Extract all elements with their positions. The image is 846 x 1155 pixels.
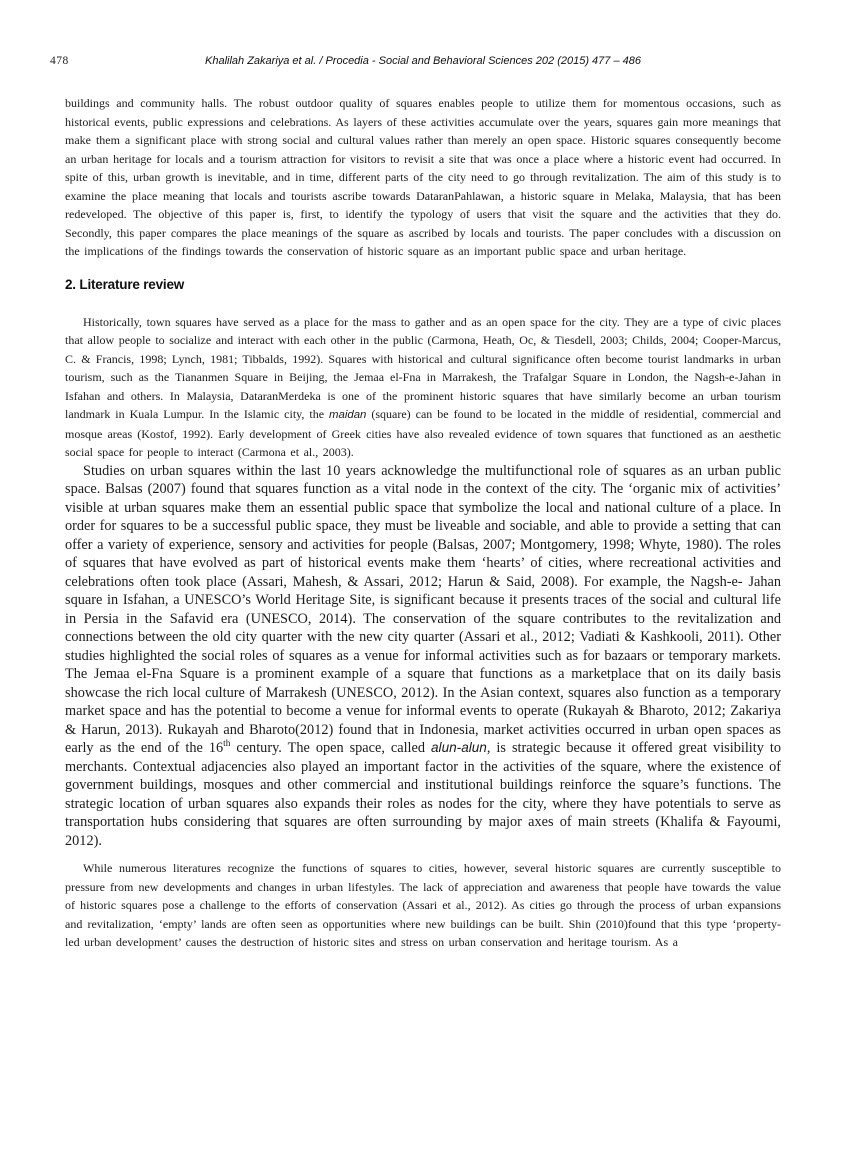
- paragraph-threats: While numerous literatures recognize the functions of squares to cities, however, several historic squares are currently susceptible to pressure from new developments and changes in urban lifestyles. The lack of appreciation and awareness that people have towards the value of historic squares pose a challenge to the efforts of conservation (Assari et al., 2012). As cities go through the process of urban expansions and revitalization, ‘empty’ lands are often seen as opportunities where new buildings can be built. Shin (2010)found that this type ‘property-led urban development’ causes the destruction of historic sites and stress on urban conservation and heritage tourism. As a: [65, 861, 781, 949]
- running-header: [50, 55, 796, 71]
- italic-term-alun-alun: alun-alun: [431, 740, 487, 755]
- paragraph-history-text-a: Historically, town squares have served as a place for the mass to gather and as an open space for the city. They are a type of civic places that allow people to socialize and interact with each other in the public (Carmona, Heath, Oc, & Tiesdell, 2003; Childs, 2004; Cooper-Marcus, C. & Francis, 1998; Lynch, 1981; Tibbalds, 1992). Squares with historical and cultural significance often become tourist landmarks in urban tourism, such as the Tiananmen Square in Beijing, the Jemaa el-Fna in Marrakesh, the Trafalgar Square in London, the Nagsh-e-Jahan in Isfahan and others. In Malaysia, DataranMerdeka is one of the prominent historic squares that have similarly become an urban tourism landmark in Kuala Lumpur. In the Islamic city, the: [65, 314, 781, 421]
- paragraph-roles-text-a: Studies on urban squares within the last 10 years acknowledge the multifunctional role of squares as an urban public space. Balsas (2007) found that squares function as a vital node in the context of the city. The ‘organic mix of activities’ visible at urban squares make them an essential public space that symbolize the local and national culture of a place. In order for squares to be a successful public space, they must be liveable and sociable, and able to provide a setting that can offer a variety of experience, sensory and activities for people (Balsas, 2007; Montgomery, 1998; Whyte, 1980). The roles of squares that have evolved as part of historical events make them ‘hearts’ of cities, where recreational activities and celebrations often took place (Assari, Mahesh, & Assari, 2012; Harun & Said, 2008). For example, the Nagsh-e- Jahan square in Isfahan, a UNESCO’s World Heritage Site, is significant because it presents traces of the social and cultural life in Persia in the Safavid era (UNESCO, 2014). The conservation of the square contributes to the revitalization and connections between the old city quarter with the new city quarter (Assari et al., 2012; Vadiati & Kashkooli, 2011). Other studies highlighted the social roles of squares as a venue for informal activities such as for bazaars or temporary markets. The Jemaa el-Fna Square is a prominent example of a square that functions as a marketplace that on its daily basis showcase the rich local culture of Marrakesh (UNESCO, 2012). In the Asian context, squares also function as a temporary market space and has the potential to become a venue for informal events to operate (Rukayah & Bharoto, 2012; Zakariya & Harun, 2013). Rukayah and Bharoto(2012) found that in Indonesia, market activities occurred in urban open spaces as early as the end of the 16: [65, 462, 781, 756]
- page-number: 478: [50, 55, 69, 67]
- page-body: [65, 94, 781, 952]
- paragraph-history-text-b: (square) can be found to be located in the middle of residential, commercial and mosque areas (Kostof, 1992). Early development of Greek cities have also revealed evidence of town squares that functioned as an aesthetic social space for people to interact (Carmona et al., 2003).: [65, 407, 782, 459]
- italic-term-maidan: maidan: [329, 409, 367, 421]
- paragraph-roles-text-c: , is strategic because it offered great visibility to merchants. Contextual adjacencies also played an important factor in the activities of the square, where the existence of government buildings, mosques and other commercial and institutional buildings reinforce the square’s functions. The strategic location of urban squares also expands their roles as nodes for the city, where they have potentials to serve as transportation hubs considering that squares are often surrounding by major axes of main streets (Khalifa & Fayoumi, 2012).: [65, 740, 781, 849]
- paragraph-intro: buildings and community halls. The robust outdoor quality of squares enables people to utilize them for momentous occasions, such as historical events, public expressions and celebrations. As layers of these activities accumulate over the years, squares gain more meanings that make them a significant place with strong social and cultural values rather than merely an open space. Historic squares consequently become an urban heritage for locals and a tourism attraction for visitors to revisit a site that was once a place where a historic event had occurred. In spite of this, urban growth is inevitable, and in time, different parts of the city need to go through revitalization. The aim of this study is to examine the place meaning that locals and tourists ascribe towards DataranPahlawan, a historic square in Melaka, Malaysia, that has been redeveloped. The objective of this paper is, first, to identify the typology of users that visit the square and the activities that they do. Secondly, this paper compares the place meanings of the square as ascribed by locals and tourists. The paper concludes with a discussion on the implications of the findings towards the conservation of historic square as an important public space and urban heritage.: [65, 96, 781, 258]
- paragraph-roles-text-b: century. The open space, called: [230, 740, 431, 756]
- section-heading: 2. Literature review: [65, 276, 185, 292]
- ordinal-superscript: th: [223, 739, 231, 750]
- paragraph-history: [65, 313, 781, 462]
- paragraph-roles: [65, 462, 781, 851]
- running-title: Khalilah Zakariya et al. / Procedia - Social and Behavioral Sciences 202 (2015) 477 – 486: [205, 55, 641, 67]
